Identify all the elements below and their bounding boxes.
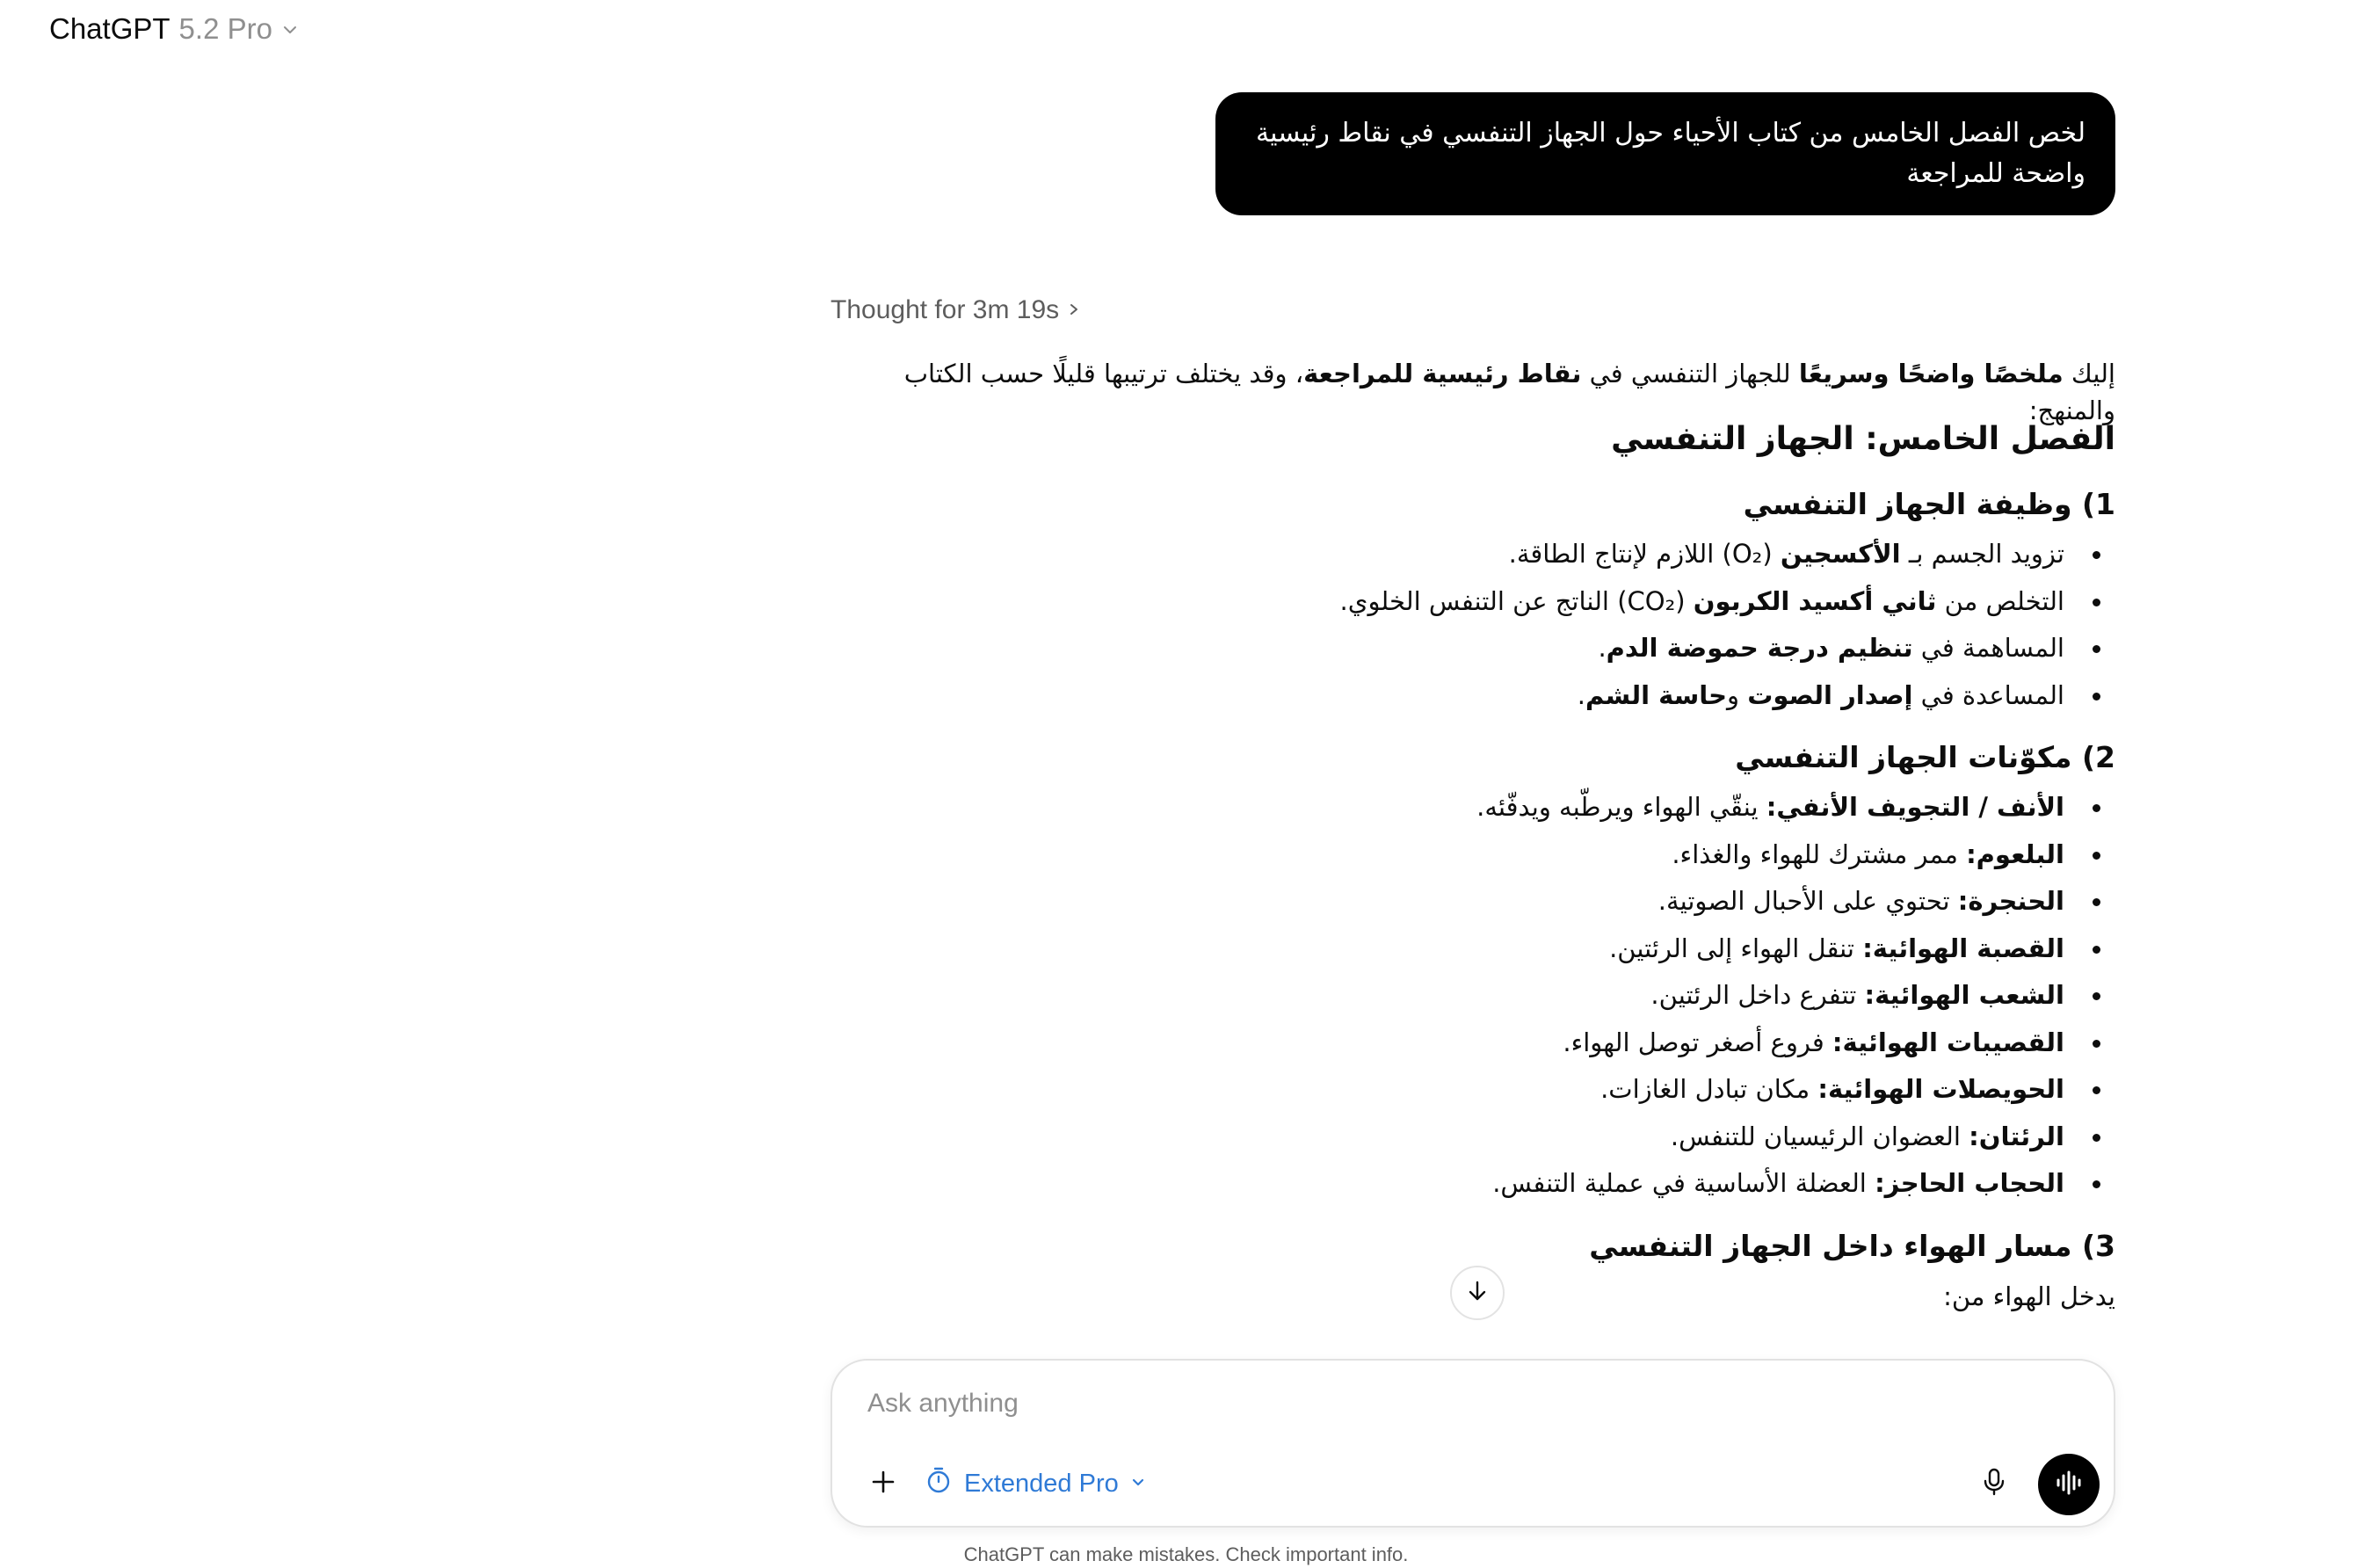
list-item: الحويصلات الهوائية: مكان تبادل الغازات. — [831, 1066, 2115, 1114]
chevron-down-icon — [281, 12, 299, 46]
dictation-button[interactable] — [1973, 1463, 2015, 1505]
app-name: ChatGPT — [49, 12, 170, 45]
list-item: التخلص من ثاني أكسيد الكربون (CO₂) الناتج عن التنفس الخلوي. — [831, 578, 2115, 626]
thought-label: Thought for 3m 19s — [831, 295, 1060, 324]
list-item: الحنجرة: تحتوي على الأحبال الصوتية. — [831, 878, 2115, 926]
section-heading: 2) مكوّنات الجهاز التنفسي — [1735, 740, 2115, 774]
chevron-right-icon — [1068, 295, 1080, 325]
list-item: تزويد الجسم بـ الأكسجين (O₂) اللازم لإنتاج الطاقة. — [831, 531, 2115, 578]
model-version: 5.2 Pro — [178, 12, 272, 45]
list-item: الشعب الهوائية: تتفرع داخل الرئتين. — [831, 972, 2115, 1020]
assistant-intro: إليك ملخصًا واضحًا وسريعًا للجهاز التنفسي في نقاط رئيسية للمراجعة، وقد يختلف ترتيبها قليلًا حسب الكتاب والمنهج: — [903, 359, 2115, 425]
add-attachment-button[interactable] — [864, 1464, 903, 1503]
mode-label: Extended Pro — [964, 1469, 1119, 1498]
list-item: الرئتان: العضوان الرئيسيان للتنفس. — [831, 1114, 2115, 1161]
list-item: القصبة الهوائية: تنقل الهواء إلى الرئتين. — [831, 926, 2115, 973]
chevron-down-icon — [1129, 1470, 1147, 1499]
components-list — [831, 784, 2115, 1208]
disclaimer: ChatGPT can make mistakes. Check important info. — [963, 1543, 1409, 1565]
list-item: الحجاب الحاجز: العضلة الأساسية في عملية التنفس. — [831, 1160, 2115, 1208]
model-selector[interactable] — [49, 12, 299, 46]
arrow-down-icon — [1464, 1278, 1491, 1308]
plus-icon — [869, 1468, 897, 1499]
timer-icon — [924, 1465, 954, 1502]
response-heading: الفصل الخامس: الجهاز التنفسي — [1611, 421, 2115, 457]
list-item: الأنف / التجويف الأنفي: ينقّي الهواء ويرطّبه ويدفّئه. — [831, 784, 2115, 831]
composer — [831, 1359, 2115, 1528]
assistant-response — [831, 417, 2115, 1354]
thought-toggle[interactable] — [831, 295, 1080, 325]
voice-wave-icon — [2054, 1470, 2084, 1499]
section-heading: 1) وظيفة الجهاز التنفسي — [1743, 487, 2115, 521]
section-heading: 3) مسار الهواء داخل الجهاز التنفسي — [1589, 1228, 2115, 1263]
function-list — [831, 531, 2115, 719]
prompt-input[interactable] — [867, 1389, 2010, 1419]
list-item: المساعدة في إصدار الصوت وحاسة الشم. — [831, 672, 2115, 720]
list-item: المساهمة في تنظيم درجة حموضة الدم. — [831, 625, 2115, 672]
section-text: يدخل الهواء من: — [1943, 1281, 2115, 1311]
list-item: القصيبات الهوائية: فروع أصغر توصل الهواء. — [831, 1020, 2115, 1067]
scroll-to-bottom-button[interactable] — [1450, 1266, 1505, 1320]
mic-icon — [1980, 1467, 2008, 1500]
mode-selector[interactable] — [924, 1463, 1147, 1505]
list-item: البلعوم: ممر مشترك للهواء والغذاء. — [831, 831, 2115, 879]
user-message-bubble: لخص الفصل الخامس من كتاب الأحياء حول الجهاز التنفسي في نقاط رئيسية واضحة للمراجعة — [1215, 92, 2115, 215]
voice-mode-button[interactable] — [2038, 1454, 2100, 1515]
